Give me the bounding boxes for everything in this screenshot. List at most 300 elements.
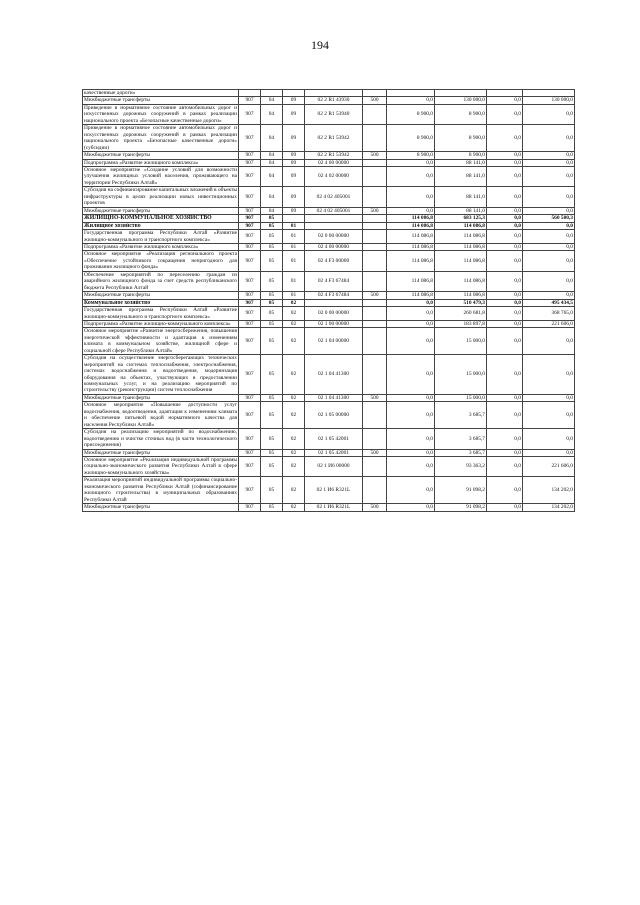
cell-target-article-code: 02 2 R1 43930 [305,97,363,104]
cell-amount-col-2: 114 086,8 [435,271,487,291]
cell-target-article-code: 02 0 00 00000 [305,230,363,244]
cell-row-name: Межбюджетные трансферты [83,394,239,401]
cell-amount-col-3: 0,0 [487,320,523,327]
cell-expense-type-code [363,299,387,306]
cell-row-name: Основное мероприятие «Повышение доступности услуг водоснабжения, водоотведения, адаптация к изменениям климата и обеспечение питьевой водой нормативного качества для населения Республики Алтай» [84,402,237,428]
cell-amount-col-1: 0,0 [387,477,435,504]
cell-section-code: 04 [261,152,283,159]
cell-amount-col-2: 510 479,3 [435,299,487,306]
cell-subsection-code: 02 [283,504,305,511]
cell-section-code: 05 [261,477,283,504]
cell-amount-col-3: 0,0 [487,243,523,250]
cell-section-code: 04 [261,159,283,166]
cell-amount-col-1: 0,0 [387,159,435,166]
cell-subsection-code: 01 [283,251,305,271]
table-row [83,243,575,250]
cell-amount-col-4: 0,0 [523,207,575,214]
cell-subsection-code: 09 [283,207,305,214]
cell-amount-col-1: 0,0 [387,187,435,207]
cell-target-article-code [305,90,363,97]
cell-section-code: 05 [261,243,283,250]
table-row [83,125,575,152]
table-row [83,215,575,222]
cell-row-name: Обеспечение мероприятий по переселению граждан из аварийного жилищного фонда за счет средств республиканского бюджета Республики Алтай [84,271,237,291]
cell-admin-code: 907 [239,230,261,244]
cell-admin-code: 907 [239,457,261,477]
cell-expense-type-code: 500 [363,97,387,104]
cell-row-name: Субсидия на осуществление энергосберегающих технических мероприятий на системах теплоснабжения, электроснабжения, системах водоснабжения и водоотведения, модернизация оборудования на объектах, участвующих в предоставлении коммунальных услуг, и на реализацию мероприятий по строительству (реконструкции) систем теплоснабжения [84,355,237,394]
cell-amount-col-4: 0,0 [523,328,575,355]
cell-section-code: 05 [261,230,283,244]
cell-target-article-code: 02 2 R1 53940 [305,104,363,124]
cell-expense-type-code [363,429,387,449]
cell-expense-type-code [363,230,387,244]
cell-row-name: Реализация мероприятий индивидуальной программы социально-экономического развития Республики Алтай (софинансирование жилищного строительства) в муниципальных образованиях Республики Алтай [84,477,237,503]
table-row [83,394,575,401]
cell-expense-type-code [363,271,387,291]
cell-amount-col-1: 8 900,0 [387,152,435,159]
cell-section-code: 05 [261,394,283,401]
table-row [83,299,575,306]
cell-admin-code: 907 [239,166,261,186]
cell-subsection-code: 09 [283,97,305,104]
cell-amount-col-2: 183 897,8 [435,320,487,327]
cell-section-code: 05 [261,215,283,222]
cell-section-code: 05 [261,449,283,456]
cell-section-code: 05 [261,429,283,449]
cell-target-article-code: 02 4 02 405001 [305,207,363,214]
cell-amount-col-3: 0,0 [487,271,523,291]
cell-admin-code: 907 [239,292,261,299]
table-row [83,457,575,477]
cell-target-article-code: 02 1 04 41300 [305,355,363,395]
table-row [83,251,575,271]
cell-amount-col-2: 114 086,8 [435,243,487,250]
cell-amount-col-1: 0,0 [387,307,435,321]
cell-amount-col-2: 88 141,0 [435,166,487,186]
cell-subsection-code: 09 [283,152,305,159]
cell-admin-code: 907 [239,477,261,504]
cell-target-article-code [305,299,363,306]
cell-subsection-code: 02 [283,449,305,456]
cell-section-code: 04 [261,97,283,104]
cell-admin-code: 907 [239,215,261,222]
cell-row-name: качественные дороги» [83,90,239,97]
cell-amount-col-2: 8 900,0 [435,152,487,159]
cell-target-article-code [305,215,363,222]
cell-amount-col-4: 221 606,0 [523,320,575,327]
cell-target-article-code: 02 1 05 00000 [305,402,363,429]
cell-target-article-code: 02 2 R1 53942 [305,152,363,159]
cell-expense-type-code: 500 [363,207,387,214]
cell-subsection-code: 09 [283,125,305,152]
cell-amount-col-3: 0,0 [487,152,523,159]
table-body [83,90,575,512]
cell-section-code: 05 [261,222,283,229]
cell-expense-type-code: 500 [363,449,387,456]
cell-row-name: Подпрограмма «Развитие жилищного комплекса» [83,159,239,166]
cell-admin-code: 907 [239,299,261,306]
cell-amount-col-4: 0,0 [523,152,575,159]
table-row [83,222,575,229]
cell-expense-type-code [363,320,387,327]
table-row [83,230,575,244]
cell-admin-code: 907 [239,429,261,449]
cell-target-article-code: 02 1 И6 R321L [305,477,363,504]
cell-row-name: Основное мероприятие «Создание условий для возможности улучшения жилищных условий населения, проживающего на территории Республики Алтай» [84,166,237,186]
cell-amount-col-4: 134 202,0 [523,477,575,504]
cell-amount-col-4: 0,0 [523,402,575,429]
cell-amount-col-1: 114 086,8 [387,251,435,271]
cell-amount-col-1: 0,0 [387,355,435,395]
table-row [83,320,575,327]
cell-section-code: 05 [261,328,283,355]
cell-target-article-code: 02 4 F3 67484 [305,271,363,291]
cell-row-name: Государственная программа Республики Алтай «Развитие жилищно-коммунального и транспортного комплекса» [84,230,237,243]
cell-amount-col-4: 0,0 [523,449,575,456]
cell-amount-col-4 [523,90,575,97]
cell-subsection-code: 02 [283,320,305,327]
cell-amount-col-4: 0,0 [523,292,575,299]
cell-target-article-code: 02 1 И6 R321L [305,504,363,511]
cell-admin-code: 907 [239,449,261,456]
table-row [83,152,575,159]
cell-amount-col-4: 0,0 [523,222,575,229]
cell-amount-col-4: 0,0 [523,251,575,271]
cell-row-name: Подпрограмма «Развитие жилищного комплекса» [83,243,239,250]
cell-admin-code: 907 [239,125,261,152]
cell-amount-col-2: 3 685,7 [435,402,487,429]
cell-amount-col-1: 0,0 [387,320,435,327]
cell-expense-type-code [363,328,387,355]
cell-subsection-code: 09 [283,166,305,186]
cell-section-code: 05 [261,292,283,299]
cell-amount-col-4: 0,0 [523,187,575,207]
cell-subsection-code: 01 [283,271,305,291]
cell-admin-code: 907 [239,207,261,214]
cell-expense-type-code [363,243,387,250]
cell-amount-col-4: 560 500,3 [523,215,575,222]
cell-amount-col-3: 0,0 [487,299,523,306]
cell-expense-type-code [363,104,387,124]
cell-target-article-code: 02 1 04 41300 [305,394,363,401]
cell-subsection-code: 02 [283,307,305,321]
cell-expense-type-code [363,90,387,97]
table-row [83,292,575,299]
page-number: 194 [311,38,329,52]
cell-subsection-code: 09 [283,187,305,207]
cell-target-article-code: 02 4 02 405001 [305,187,363,207]
cell-amount-col-2: 130 000,0 [435,97,487,104]
cell-admin-code: 907 [239,251,261,271]
cell-expense-type-code: 500 [363,504,387,511]
cell-amount-col-3: 0,0 [487,292,523,299]
cell-row-name: Межбюджетные трансферты [83,504,239,511]
cell-target-article-code: 02 1 05 42001 [305,429,363,449]
cell-amount-col-3: 0,0 [487,215,523,222]
cell-amount-col-2: 88 141,0 [435,159,487,166]
cell-amount-col-2 [435,90,487,97]
cell-amount-col-4: 0,0 [523,166,575,186]
cell-amount-col-1: 0,0 [387,457,435,477]
cell-row-name: Межбюджетные трансферты [83,152,239,159]
cell-target-article-code: 02 1 05 42001 [305,449,363,456]
cell-amount-col-1: 0,0 [387,394,435,401]
cell-subsection-code: 02 [283,299,305,306]
cell-amount-col-2: 114 086,8 [435,292,487,299]
cell-expense-type-code [363,477,387,504]
cell-row-name: Приведение в нормативное состояние автомобильных дорог и искусственных дорожных сооружений в рамках реализации национального проекта «Безопасные качественные дороги» (субсидии) [84,125,237,151]
cell-amount-col-2: 8 900,0 [435,125,487,152]
cell-row-name: Коммунальное хозяйство [83,299,239,306]
cell-row-name: ЖИЛИЩНО-КОММУНАЛЬНОЕ ХОЗЯЙСТВО [83,215,239,222]
cell-amount-col-4: 0,0 [523,230,575,244]
cell-amount-col-3: 0,0 [487,402,523,429]
cell-expense-type-code [363,355,387,395]
cell-amount-col-2: 114 086,8 [435,230,487,244]
cell-amount-col-2: 88 141,0 [435,207,487,214]
cell-amount-col-3: 0,0 [487,166,523,186]
cell-amount-col-3: 0,0 [487,251,523,271]
cell-target-article-code: 02 1 04 00000 [305,328,363,355]
cell-amount-col-4: 0,0 [523,243,575,250]
cell-amount-col-1: 0,0 [387,207,435,214]
cell-admin-code: 907 [239,355,261,395]
cell-row-name: Субсидия на реализацию мероприятий по водоснабжению, водоотведению и очистке сточных вод (в части технологического присоединения) [84,429,237,449]
cell-row-name: Основное мероприятие «Реализация регионального проекта «Обеспечение устойчивого сокращения непригодного для проживания жилищного фонда» [84,251,237,271]
table-row [83,355,575,395]
cell-amount-col-3: 0,0 [487,222,523,229]
cell-amount-col-2: 683 125,3 [435,215,487,222]
cell-amount-col-2: 260 681,8 [435,307,487,321]
cell-amount-col-3 [487,90,523,97]
cell-amount-col-3: 0,0 [487,307,523,321]
cell-section-code: 04 [261,125,283,152]
cell-amount-col-3: 0,0 [487,504,523,511]
cell-subsection-code: 02 [283,429,305,449]
cell-row-name: Жилищное хозяйство [83,222,239,229]
cell-expense-type-code [363,215,387,222]
cell-expense-type-code: 500 [363,152,387,159]
cell-amount-col-1: 0,0 [387,97,435,104]
cell-amount-col-2: 91 098,2 [435,504,487,511]
cell-amount-col-4: 368 765,0 [523,307,575,321]
cell-subsection-code: 02 [283,402,305,429]
cell-row-name: Государственная программа Республики Алтай «Развитие жилищно-коммунального и транспортного комплекса» [84,307,237,320]
cell-amount-col-3: 0,0 [487,328,523,355]
cell-admin-code: 907 [239,159,261,166]
table-row [83,402,575,429]
cell-subsection-code: 02 [283,457,305,477]
budget-table [82,89,575,512]
table-row [83,166,575,186]
cell-row-name: Межбюджетные трансферты [83,292,239,299]
cell-amount-col-3: 0,0 [487,477,523,504]
cell-expense-type-code: 500 [363,292,387,299]
cell-section-code: 04 [261,207,283,214]
cell-amount-col-4: 0,0 [523,104,575,124]
cell-amount-col-3: 0,0 [487,207,523,214]
cell-amount-col-3: 0,0 [487,355,523,395]
table-row [83,207,575,214]
cell-subsection-code: 02 [283,328,305,355]
cell-row-name: Межбюджетные трансферты [83,449,239,456]
cell-amount-col-2: 114 086,8 [435,251,487,271]
cell-amount-col-1: 114 086,8 [387,271,435,291]
table-row [83,90,575,97]
cell-subsection-code: 02 [283,355,305,395]
cell-amount-col-4: 0,0 [523,159,575,166]
cell-amount-col-3: 0,0 [487,104,523,124]
cell-expense-type-code [363,159,387,166]
cell-amount-col-2: 88 141,0 [435,187,487,207]
cell-amount-col-4: 0,0 [523,355,575,395]
cell-section-code: 05 [261,307,283,321]
cell-amount-col-1 [387,90,435,97]
cell-amount-col-3: 0,0 [487,429,523,449]
table-row [83,271,575,291]
cell-section-code: 05 [261,251,283,271]
cell-admin-code: 907 [239,152,261,159]
cell-section-code: 05 [261,355,283,395]
table-row [83,328,575,355]
cell-expense-type-code [363,222,387,229]
cell-admin-code: 907 [239,271,261,291]
cell-expense-type-code [363,166,387,186]
table-row [83,97,575,104]
cell-subsection-code: 01 [283,222,305,229]
cell-target-article-code: 02 4 F3 00000 [305,251,363,271]
table-row [83,159,575,166]
cell-amount-col-3: 0,0 [487,159,523,166]
cell-expense-type-code [363,307,387,321]
cell-amount-col-2: 15 000,0 [435,355,487,395]
cell-section-code [261,90,283,97]
cell-amount-col-4: 221 606,0 [523,457,575,477]
cell-admin-code: 907 [239,243,261,250]
cell-admin-code: 907 [239,104,261,124]
cell-amount-col-2: 15 000,0 [435,394,487,401]
cell-target-article-code: 02 4 00 00000 [305,243,363,250]
cell-amount-col-1: 0,0 [387,166,435,186]
cell-target-article-code: 02 4 00 00000 [305,159,363,166]
cell-admin-code: 907 [239,504,261,511]
cell-expense-type-code [363,187,387,207]
cell-target-article-code: 02 4 F3 67484 [305,292,363,299]
cell-amount-col-1: 114 086,8 [387,215,435,222]
cell-admin-code: 907 [239,320,261,327]
cell-target-article-code: 02 1 00 00000 [305,320,363,327]
cell-amount-col-4: 130 000,0 [523,97,575,104]
cell-target-article-code [305,222,363,229]
cell-section-code: 05 [261,457,283,477]
cell-admin-code: 907 [239,394,261,401]
cell-admin-code: 907 [239,222,261,229]
cell-target-article-code: 02 2 R1 53942 [305,125,363,152]
cell-subsection-code: 01 [283,292,305,299]
cell-row-name: Субсидия на софинансирование капитальных вложений в объекты инфраструктуры в целях реализации новых инвестиционных проектов [84,187,237,207]
cell-amount-col-1: 114 086,8 [387,292,435,299]
cell-amount-col-1: 8 900,0 [387,125,435,152]
cell-section-code: 04 [261,166,283,186]
cell-amount-col-4: 0,0 [523,271,575,291]
cell-amount-col-1: 114 086,8 [387,243,435,250]
cell-expense-type-code: 500 [363,394,387,401]
cell-amount-col-3: 0,0 [487,449,523,456]
cell-section-code: 05 [261,299,283,306]
cell-amount-col-4: 0,0 [523,394,575,401]
cell-amount-col-1: 0,0 [387,402,435,429]
cell-target-article-code: 02 0 00 00000 [305,307,363,321]
cell-amount-col-2: 93 363,2 [435,457,487,477]
cell-subsection-code: 02 [283,477,305,504]
cell-admin-code: 907 [239,402,261,429]
cell-expense-type-code [363,457,387,477]
cell-amount-col-3: 0,0 [487,187,523,207]
cell-row-name: Приведение в нормативное состояние автомобильных дорог и искусственных дорожных сооружений в рамках реализации национального проекта «Безопасные качественные дороги» [84,104,237,124]
table-row [83,429,575,449]
cell-amount-col-2: 91 098,2 [435,477,487,504]
cell-admin-code: 907 [239,187,261,207]
cell-section-code: 05 [261,271,283,291]
cell-subsection-code: 01 [283,243,305,250]
cell-subsection-code: 01 [283,230,305,244]
cell-amount-col-3: 0,0 [487,457,523,477]
cell-row-name: Основное мероприятие «Развитие энергосбережения, повышения энергетической эффективности и адаптация к изменениям климата в коммунальном хозяйстве, жилищной сфере и социальной сфере Республики Алтай» [84,328,237,354]
cell-amount-col-1: 114 086,8 [387,222,435,229]
cell-amount-col-1: 0,0 [387,328,435,355]
table-row [83,187,575,207]
cell-amount-col-3: 0,0 [487,97,523,104]
cell-amount-col-2: 3 685,7 [435,449,487,456]
cell-subsection-code: 02 [283,394,305,401]
cell-target-article-code: 02 4 02 00000 [305,166,363,186]
cell-target-article-code: 02 1 И6 00000 [305,457,363,477]
cell-admin-code [239,90,261,97]
cell-expense-type-code [363,125,387,152]
cell-row-name: Основное мероприятие «Реализация индивидуальной программы социально-экономического развития Республики Алтай в сфере жилищно-коммунального хозяйства» [84,457,237,476]
cell-amount-col-1: 114 086,8 [387,230,435,244]
cell-admin-code: 907 [239,328,261,355]
cell-row-name: Межбюджетные трансферты [83,97,239,104]
cell-row-name: Подпрограмма «Развитие жилищно-коммунального комплекса» [83,320,239,327]
cell-amount-col-3: 0,0 [487,125,523,152]
cell-section-code: 05 [261,402,283,429]
table-row [83,104,575,124]
cell-amount-col-4: 495 434,5 [523,299,575,306]
cell-amount-col-2: 8 900,0 [435,104,487,124]
cell-amount-col-1: 0,0 [387,429,435,449]
cell-section-code: 04 [261,104,283,124]
cell-section-code: 04 [261,187,283,207]
cell-amount-col-2: 15 000,0 [435,328,487,355]
cell-amount-col-2: 3 685,7 [435,429,487,449]
cell-amount-col-3: 0,0 [487,230,523,244]
table-row [83,307,575,321]
cell-expense-type-code [363,251,387,271]
cell-section-code: 05 [261,504,283,511]
cell-amount-col-1: 8 900,0 [387,104,435,124]
cell-admin-code: 907 [239,307,261,321]
cell-expense-type-code [363,402,387,429]
cell-subsection-code: 09 [283,104,305,124]
table-row [83,504,575,511]
cell-admin-code: 907 [239,97,261,104]
cell-amount-col-1: 0,0 [387,449,435,456]
cell-subsection-code: 09 [283,159,305,166]
cell-amount-col-2: 114 086,8 [435,222,487,229]
cell-section-code: 05 [261,320,283,327]
